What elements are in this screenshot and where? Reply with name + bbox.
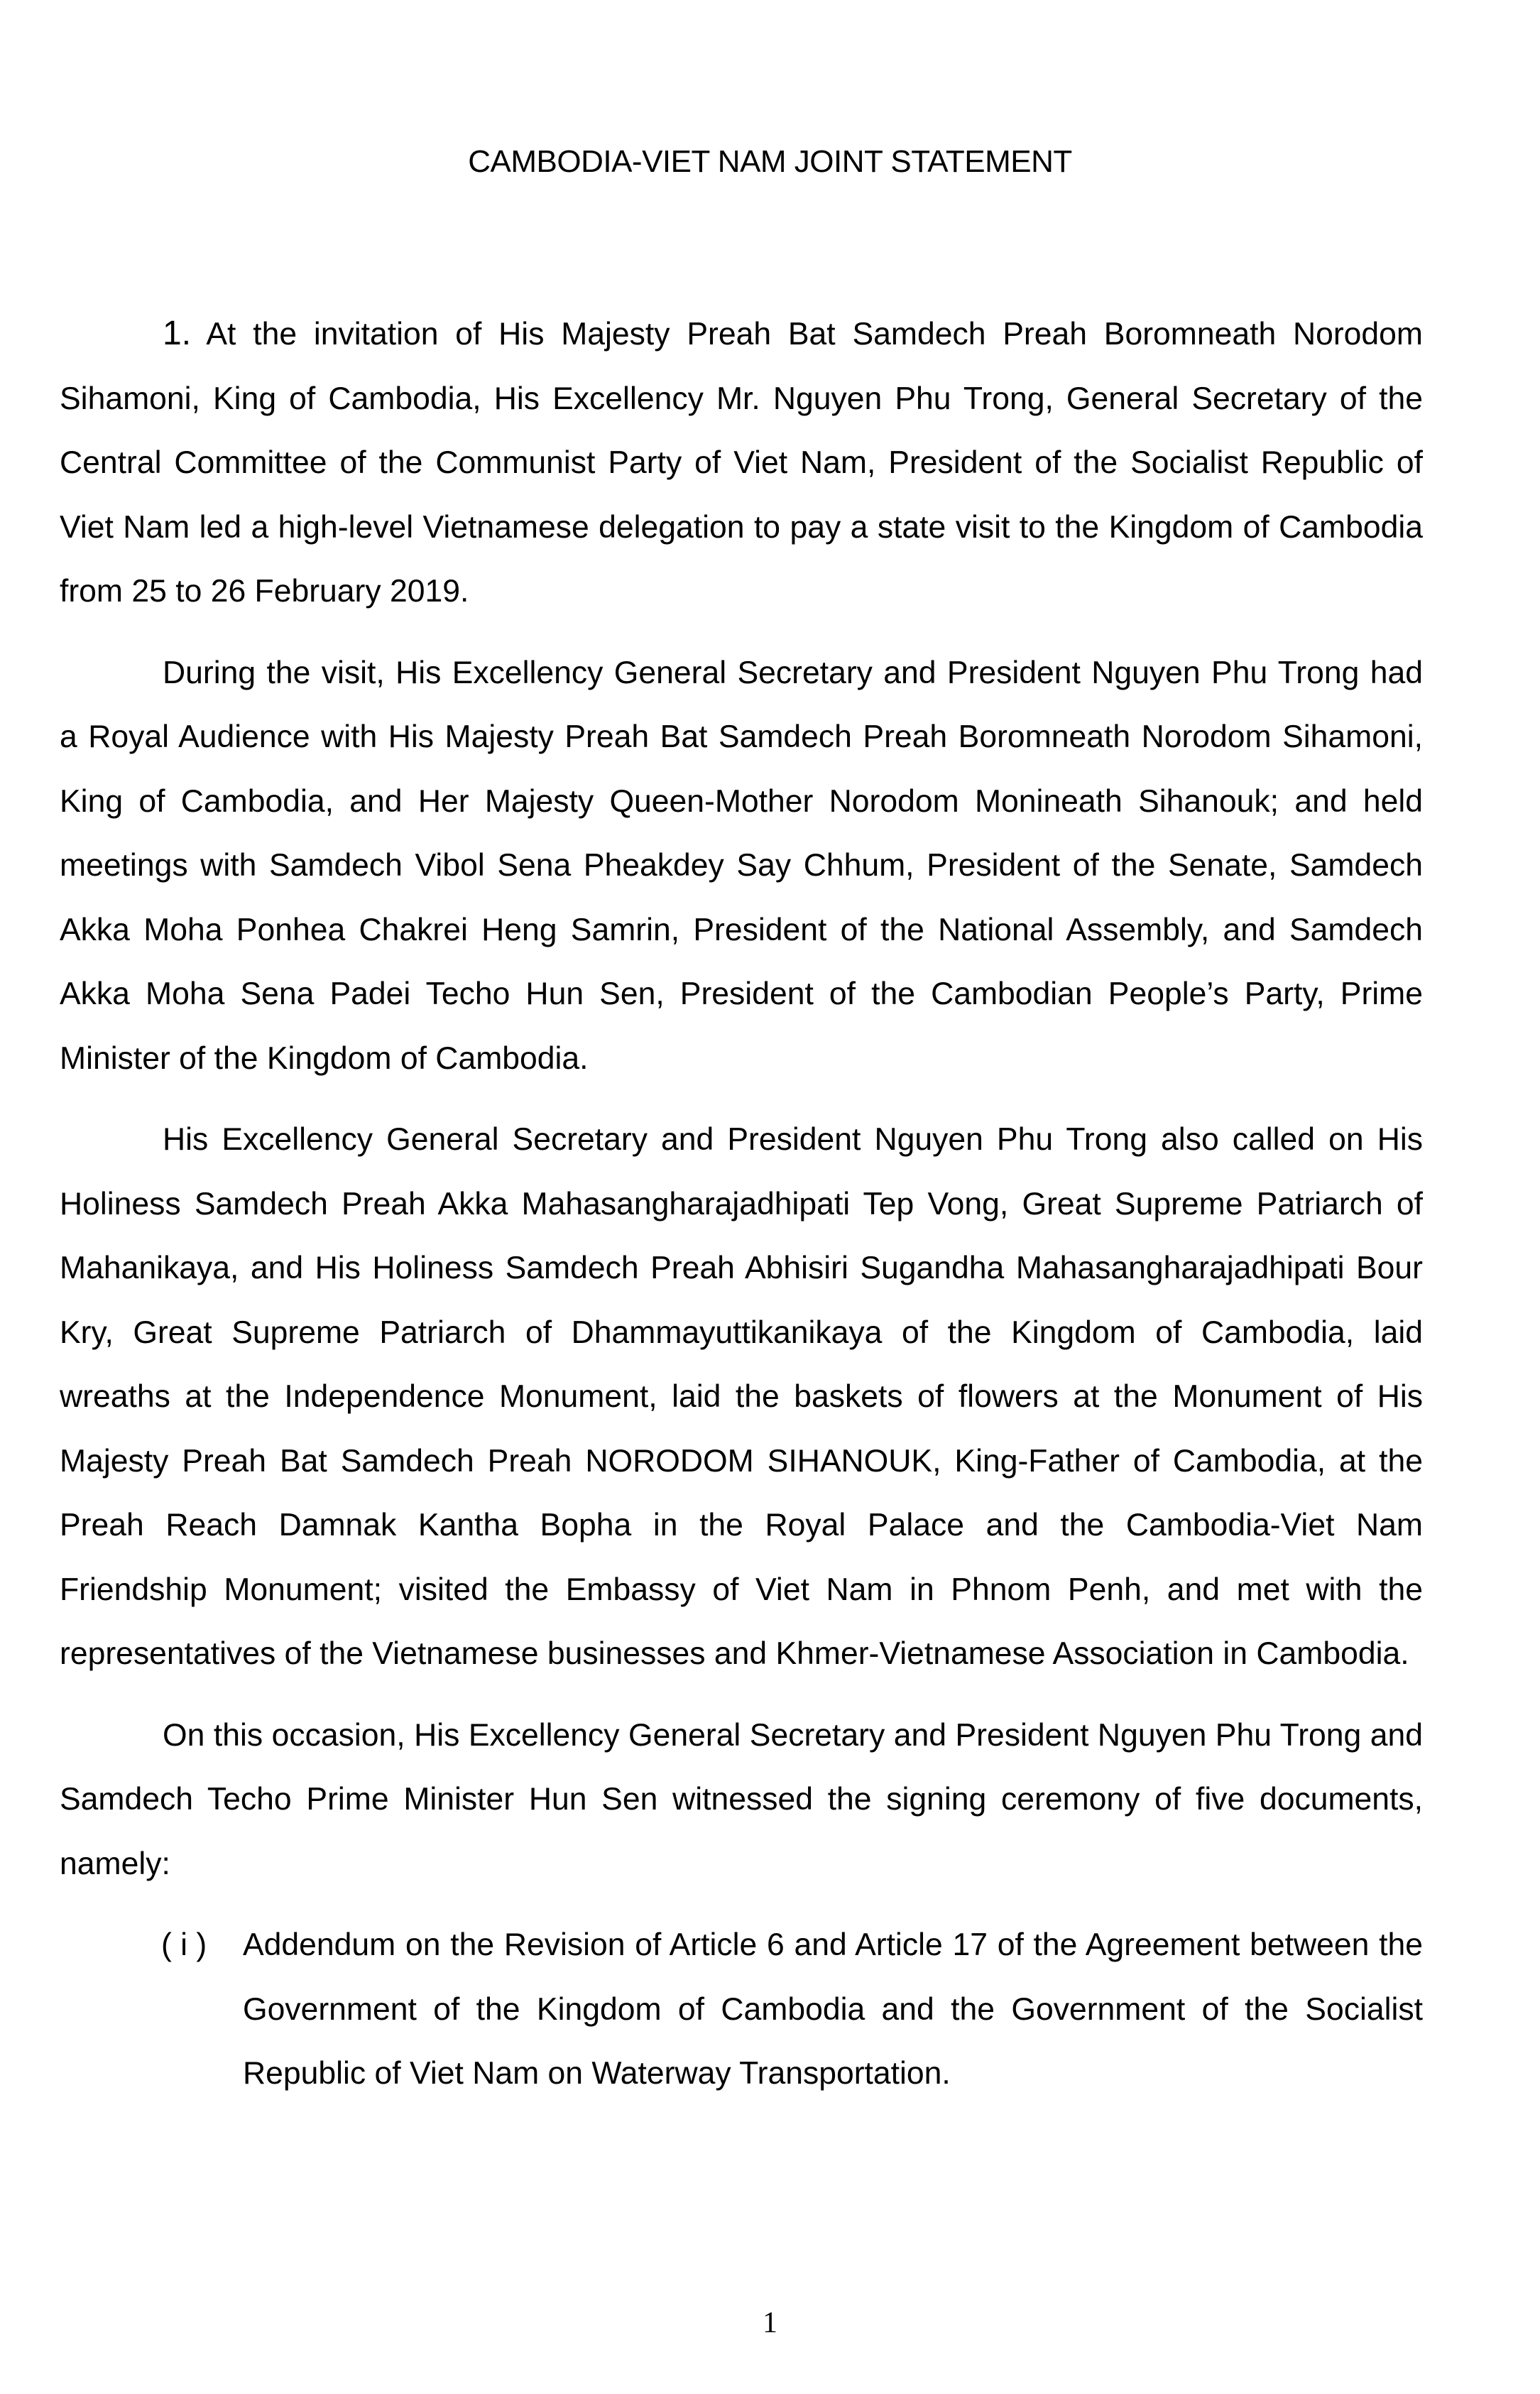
paragraph-1-text: At the invitation of His Majesty Preah Bat Samdech Preah Boromneath Norodom Sihamoni, King of Cambodia, His Excellency Mr. Nguyen Phu Trong, General Secretary of the Central Committee of the Communist Party of Viet Nam, President of the Socialist Republic of Viet Nam led a high-level Vietnamese delegation to pay a state visit to the Kingdom of Cambodia from 25 to 26 February 2019. bbox=[60, 317, 1423, 609]
paragraph-2: During the visit, His Excellency General Secretary and President Nguyen Phu Trong had a Royal Audience with His Majesty Preah Bat Samdech Preah Boromneath Norodom Sihamoni, King of Cambodia, and Her Majesty Queen-Mother Norodom Monineath Sihanouk; and held meetings with Samdech Vibol Sena Pheakdey Say Chhum, President of the Senate, Samdech Akka Moha Ponhea Chakrei Heng Samrin, President of the National Assembly, and Samdech Akka Moha Sena Padei Techo Hun Sen, President of the Cambodian People’s Party, Prime Minister of the Kingdom of Cambodia. bbox=[60, 655, 1423, 1076]
list-item-marker: ( i ) bbox=[161, 1927, 207, 1962]
list-item-text: Addendum on the Revision of Article 6 and Article 17 of the Agreement between the Government of the Kingdom of Cambodia and the Government of the Socialist Republic of Viet Nam on Waterway Transportation. bbox=[243, 1927, 1423, 2091]
paragraph-1 bbox=[60, 302, 1423, 624]
paragraph-4: On this occasion, His Excellency General Secretary and President Nguyen Phu Trong and Samdech Techo Prime Minister Hun Sen witnessed the signing ceremony of five documents, namely: bbox=[60, 1717, 1423, 1881]
list-item bbox=[60, 1913, 1423, 2106]
document-title: CAMBODIA-VIET NAM JOINT STATEMENT bbox=[468, 144, 1072, 179]
paragraph-3: His Excellency General Secretary and President Nguyen Phu Trong also called on His Holiness Samdech Preah Akka Mahasangharajadhipati Tep Vong, Great Supreme Patriarch of Mahanikaya, and His Holiness Samdech Preah Abhisiri Sugandha Mahasangharajadhipati Bour Kry, Great Supreme Patriarch of Dhammayuttikanikaya of the Kingdom of Cambodia, laid wreaths at the Independence Monument, laid the baskets of flowers at the Monument of His Majesty Preah Bat Samdech Preah NORODOM SIHANOUK, King-Father of Cambodia, at the Preah Reach Damnak Kantha Bopha in the Royal Palace and the Cambodia-Viet Nam Friendship Monument; visited the Embassy of Viet Nam in Phnom Penh, and met with the representatives of the Vietnamese businesses and Khmer-Vietnamese Association in Cambodia. bbox=[60, 1122, 1423, 1671]
paragraph-number: 1. bbox=[163, 315, 192, 352]
page-number: 1 bbox=[763, 2307, 777, 2339]
document-body bbox=[60, 302, 1423, 2106]
